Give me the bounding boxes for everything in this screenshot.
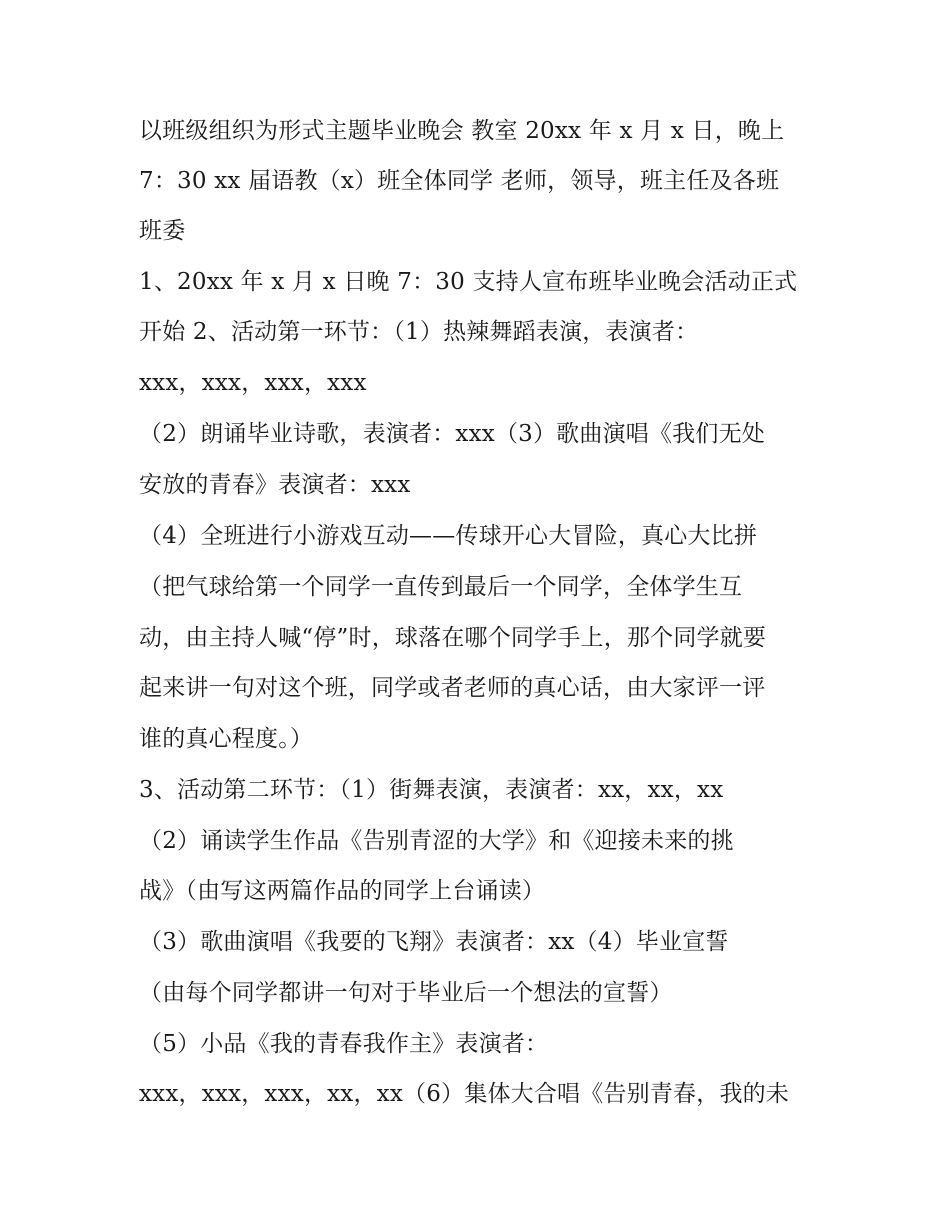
text-line: （4）全班进行小游戏互动——传球开心大冒险，真心大比拼 xyxy=(139,523,758,549)
text-line: （3）歌曲演唱《我要的飞翔》表演者：xx（4）毕业宣誓 xyxy=(139,929,729,955)
text-line: （5）小品《我的青春我作主》表演者： xyxy=(139,1031,549,1057)
text-line: 1、20xx 年 x 月 x 日晚 7：30 支持人宣布班毕业晚会活动正式 xyxy=(139,269,798,295)
text-line: 3、活动第二环节：（1）街舞表演，表演者：xx，xx，xx xyxy=(139,777,724,803)
text-line: 以班级组织为形式主题毕业晚会 教室 20xx 年 x 月 x 日，晚上 xyxy=(139,118,785,144)
text-line: 班委 xyxy=(139,218,186,244)
text-line: xxx，xxx，xxx，xxx xyxy=(139,370,367,396)
text-line: 谁的真心程度。） xyxy=(139,726,314,752)
text-line: （2）朗诵毕业诗歌，表演者：xxx（3）歌曲演唱《我们无处 xyxy=(139,421,765,447)
text-line: xxx，xxx，xxx，xx，xx（6）集体大合唱《告别青春，我的未 xyxy=(139,1081,790,1107)
text-line: （把气球给第一个同学一直传到最后一个同学，全体学生互 xyxy=(139,574,743,600)
text-line: 动，由主持人喊“停”时，球落在哪个同学手上，那个同学就要 xyxy=(139,625,767,651)
text-line: 战》（由写这两篇作品的同学上台诵读） xyxy=(139,878,546,904)
text-line: （2）诵读学生作品《告别青涩的大学》和《迎接未来的挑 xyxy=(139,828,734,854)
text-line: 安放的青春》表演者：xxx xyxy=(139,472,411,498)
text-line: （由每个同学都讲一句对于毕业后一个想法的宣誓） xyxy=(139,980,673,1006)
text-line: 起来讲一句对这个班，同学或者老师的真心话，由大家评一评 xyxy=(139,675,766,701)
text-line: 开始 2、活动第一环节：（1）热辣舞蹈表演，表演者： xyxy=(139,319,699,345)
text-line: 7：30 xx 届语教（x）班全体同学 老师，领导，班主任及各班 xyxy=(139,168,780,194)
